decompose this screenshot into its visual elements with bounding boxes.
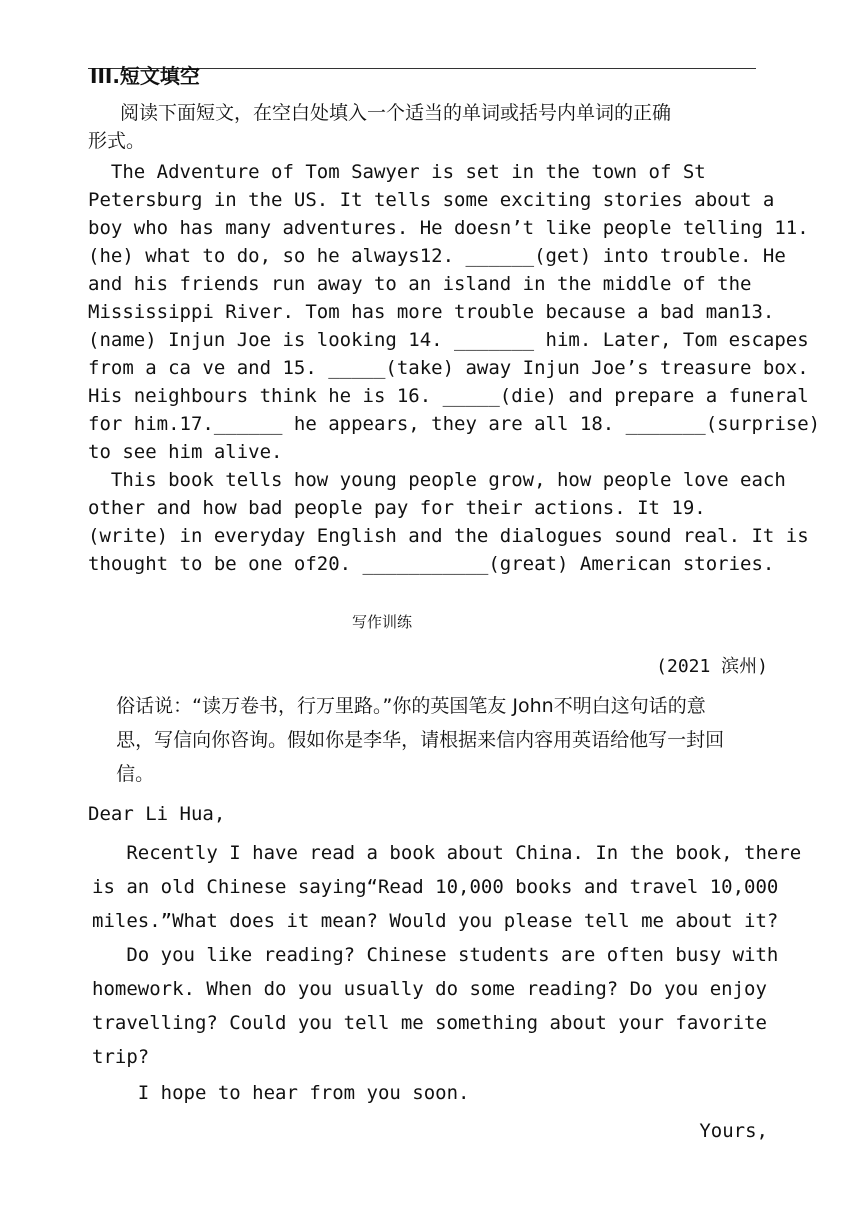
instruction-line-2: 形式。 bbox=[88, 130, 146, 152]
passage-line-7: (name) Injun Joe is looking 14. _______ him. Later, Tom escapes bbox=[88, 329, 809, 351]
passage-line-11: to see him alive. bbox=[88, 441, 283, 463]
letter-line-1: Recently I have read a book about China. In the book, there bbox=[92, 842, 802, 864]
passage-line-14: (write) in everyday English and the dialogues sound real. It is bbox=[88, 525, 809, 547]
passage-line-3: boy who has many adventures. He doesn’t like people telling 11. bbox=[88, 217, 809, 239]
letter-line-6: travelling? Could you tell me something about your favorite bbox=[92, 1012, 767, 1034]
passage-line-2: Petersburg in the US. It tells some exciting stories about a bbox=[88, 189, 775, 211]
passage-line-5: and his friends run away to an island in the middle of the bbox=[88, 273, 752, 295]
letter-line-7: trip? bbox=[92, 1046, 150, 1068]
writing-prompt-line-1: 俗话说：“读万卷书，行万里路。”你的英国笔友 John不明白这句话的意 bbox=[92, 695, 706, 717]
letter-line-4: Do you like reading? Chinese students are often busy with bbox=[92, 944, 779, 966]
passage-line-10: for him.17.______ he appears, they are all 18. _______(surprise) bbox=[88, 413, 821, 435]
passage-line-9: His neighbours think he is 16. _____(die) and prepare a funeral bbox=[88, 385, 809, 407]
writing-heading: 写作训练 bbox=[352, 613, 413, 631]
passage-line-4: (he) what to do, so he always12. ______(get) into trouble. He bbox=[88, 245, 786, 267]
passage-line-1: The Adventure of Tom Sawyer is set in the town of St bbox=[88, 161, 706, 183]
passage-line-12: This book tells how young people grow, how people love each bbox=[88, 469, 786, 491]
letter-closing: Yours, bbox=[699, 1120, 768, 1142]
passage-line-13: other and how bad people pay for their actions. It 19. bbox=[88, 497, 706, 519]
instruction-line-1: 阅读下面短文，在空白处填入一个适当的单词或括号内单词的正确 bbox=[120, 102, 672, 124]
passage-line-6: Mississippi River. Tom has more trouble because a bad man13. bbox=[88, 301, 775, 323]
writing-source: (2021 滨州) bbox=[656, 656, 768, 677]
letter-line-8: I hope to hear from you soon. bbox=[92, 1082, 470, 1104]
writing-prompt-line-3: 信。 bbox=[92, 763, 155, 785]
letter-line-3: miles.”What does it mean? Would you please tell me about it? bbox=[92, 910, 779, 932]
section-title: III.短文填空 bbox=[90, 64, 200, 88]
letter-salutation: Dear Li Hua, bbox=[88, 803, 226, 825]
passage-line-15: thought to be one of20. ___________(great) American stories. bbox=[88, 553, 775, 575]
letter-line-2: is an old Chinese saying“Read 10,000 books and travel 10,000 bbox=[92, 876, 779, 898]
passage-line-8: from a ca ve and 15. _____(take) away Injun Joe’s treasure box. bbox=[88, 357, 809, 379]
letter-line-5: homework. When do you usually do some reading? Do you enjoy bbox=[92, 978, 767, 1000]
writing-prompt-line-2: 思，写信向你咨询。假如你是李华，请根据来信内容用英语给他写一封回 bbox=[92, 729, 725, 751]
